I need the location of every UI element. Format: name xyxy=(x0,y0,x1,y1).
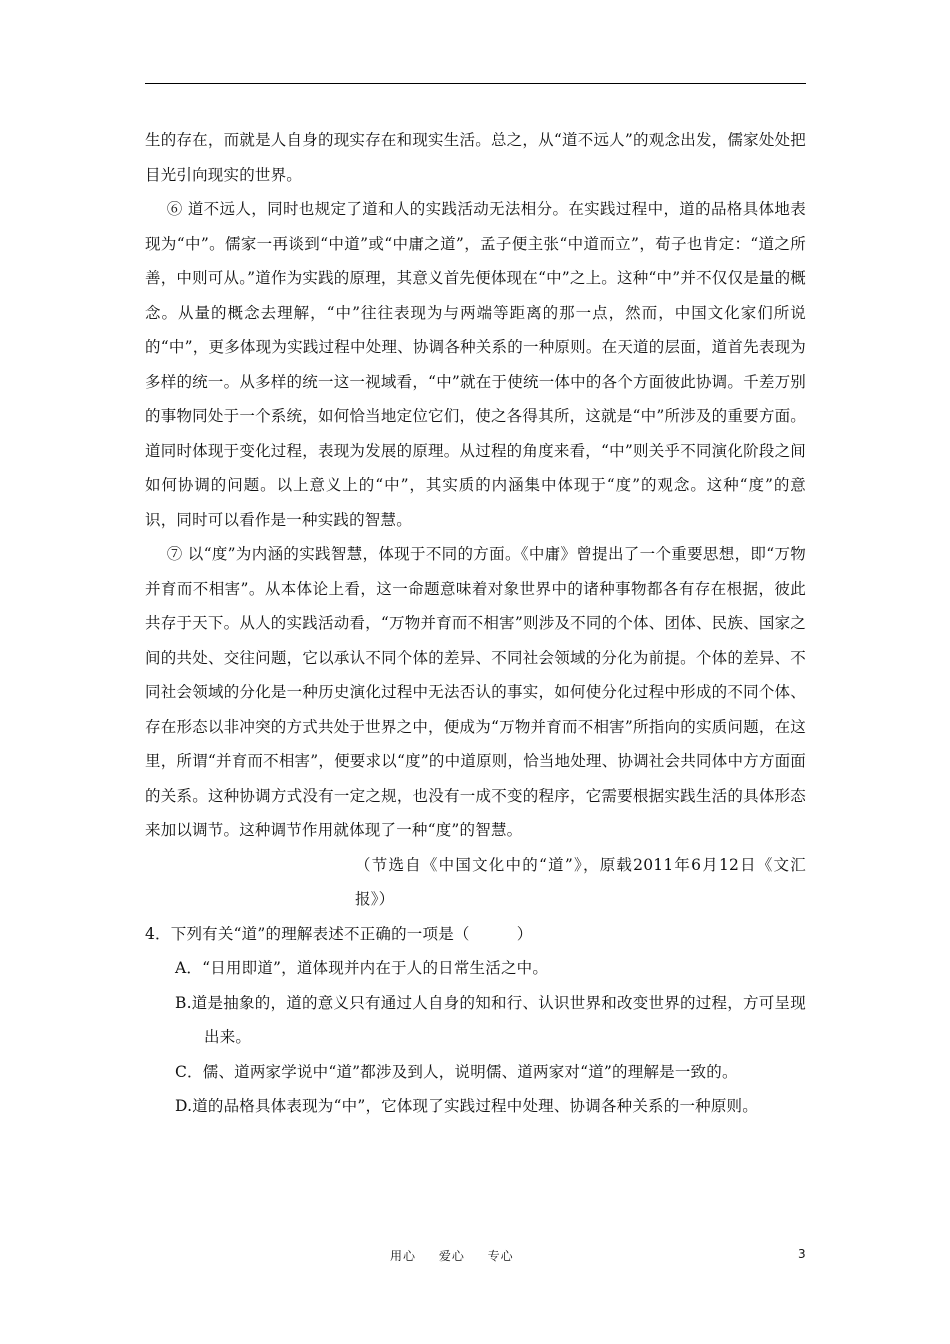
header-rule xyxy=(145,83,806,84)
option-d: D.道的品格具体表现为“中”，它体现了实践过程中处理、协调各种关系的一种原则。 xyxy=(175,1097,758,1115)
document-body xyxy=(145,123,806,1124)
page-number: 3 xyxy=(798,1247,806,1261)
footer-motto: 用心 爱心 专心 xyxy=(390,1249,514,1263)
page-footer xyxy=(0,1247,950,1267)
paragraph-6: ⑥ 道不远人，同时也规定了道和人的实践活动无法相分。在实践过程中，道的品格具体地表现为“中”。儒家一再谈到“中道”或“中庸之道”，孟子便主张“中道而立”，荀子也肯定：“道之所善，中则可从。”道作为实践的原理，其意义首先便体现在“中”之上。这种“中”并不仅仅是量的概念。从量的概念去理解，“中”往往表现为与两端等距离的那一点，然而，中国文化家们所说的“中”，更多体现为实践过程中处理、协调各种关系的一种原则。在天道的层面，道首先表现为多样的统一。从多样的统一这一视域看，“中”就在于使统一体中的各个方面彼此协调。千差万别的事物同处于一个系统，如何恰当地定位它们，使之各得其所，这就是“中”所涉及的重要方面。道同时体现于变化过程，表现为发展的原理。从过程的角度来看，“中”则关乎不同演化阶段之间如何协调的问题。以上意义上的“中”，其实质的内涵集中体现于“度”的观念。这种“度”的意识，同时可以看作是一种实践的智慧。 xyxy=(145,200,806,529)
paragraph-7: ⑦ 以“度”为内涵的实践智慧，体现于不同的方面。《中庸》曾提出了一个重要思想，即“万物并育而不相害”。从本体论上看，这一命题意味着对象世界中的诸种事物都各有存在根据，彼此共存于天下。从人的实践活动看，“万物并育而不相害”则涉及不同的个体、团体、民族、国家之间的共处、交往问题，它以承认不同个体的差异、不同社会领域的分化为前提。个体的差异、不同社会领域的分化是一种历史演化过程中无法否认的事实，如何使分化过程中形成的不同个体、存在形态以非冲突的方式共处于世界之中，便成为“万物并育而不相害”所指向的实质问题，在这里，所谓“并育而不相害”，便要求以“度”的中道原则，恰当地处理、协调社会共同体中方方面面的关系。这种协调方式没有一定之规，也没有一成不变的程序，它需要根据实践生活的具体形态来加以调节。这种调节作用就体现了一种“度”的智慧。 xyxy=(145,545,806,839)
source-citation: （节选自《中国文化中的“道”》，原载2011年6月12日《文汇报》） xyxy=(355,855,806,908)
option-b: B.道是抽象的，道的意义只有通过人自身的知和行、认识世界和改变世界的过程，方可呈现出来。 xyxy=(175,993,806,1046)
paragraph-continued: 生的存在，而就是人自身的现实存在和现实生活。总之，从“道不远人”的观念出发，儒家处处把目光引向现实的世界。 xyxy=(145,131,806,184)
option-c: C．儒、道两家学说中“道”都涉及到人，说明儒、道两家对“道”的理解是一致的。 xyxy=(175,1062,738,1081)
question-stem: 4．下列有关“道”的理解表述不正确的一项是（ ） xyxy=(145,924,533,943)
option-a: A．“日用即道”，道体现并内在于人的日常生活之中。 xyxy=(175,959,549,977)
